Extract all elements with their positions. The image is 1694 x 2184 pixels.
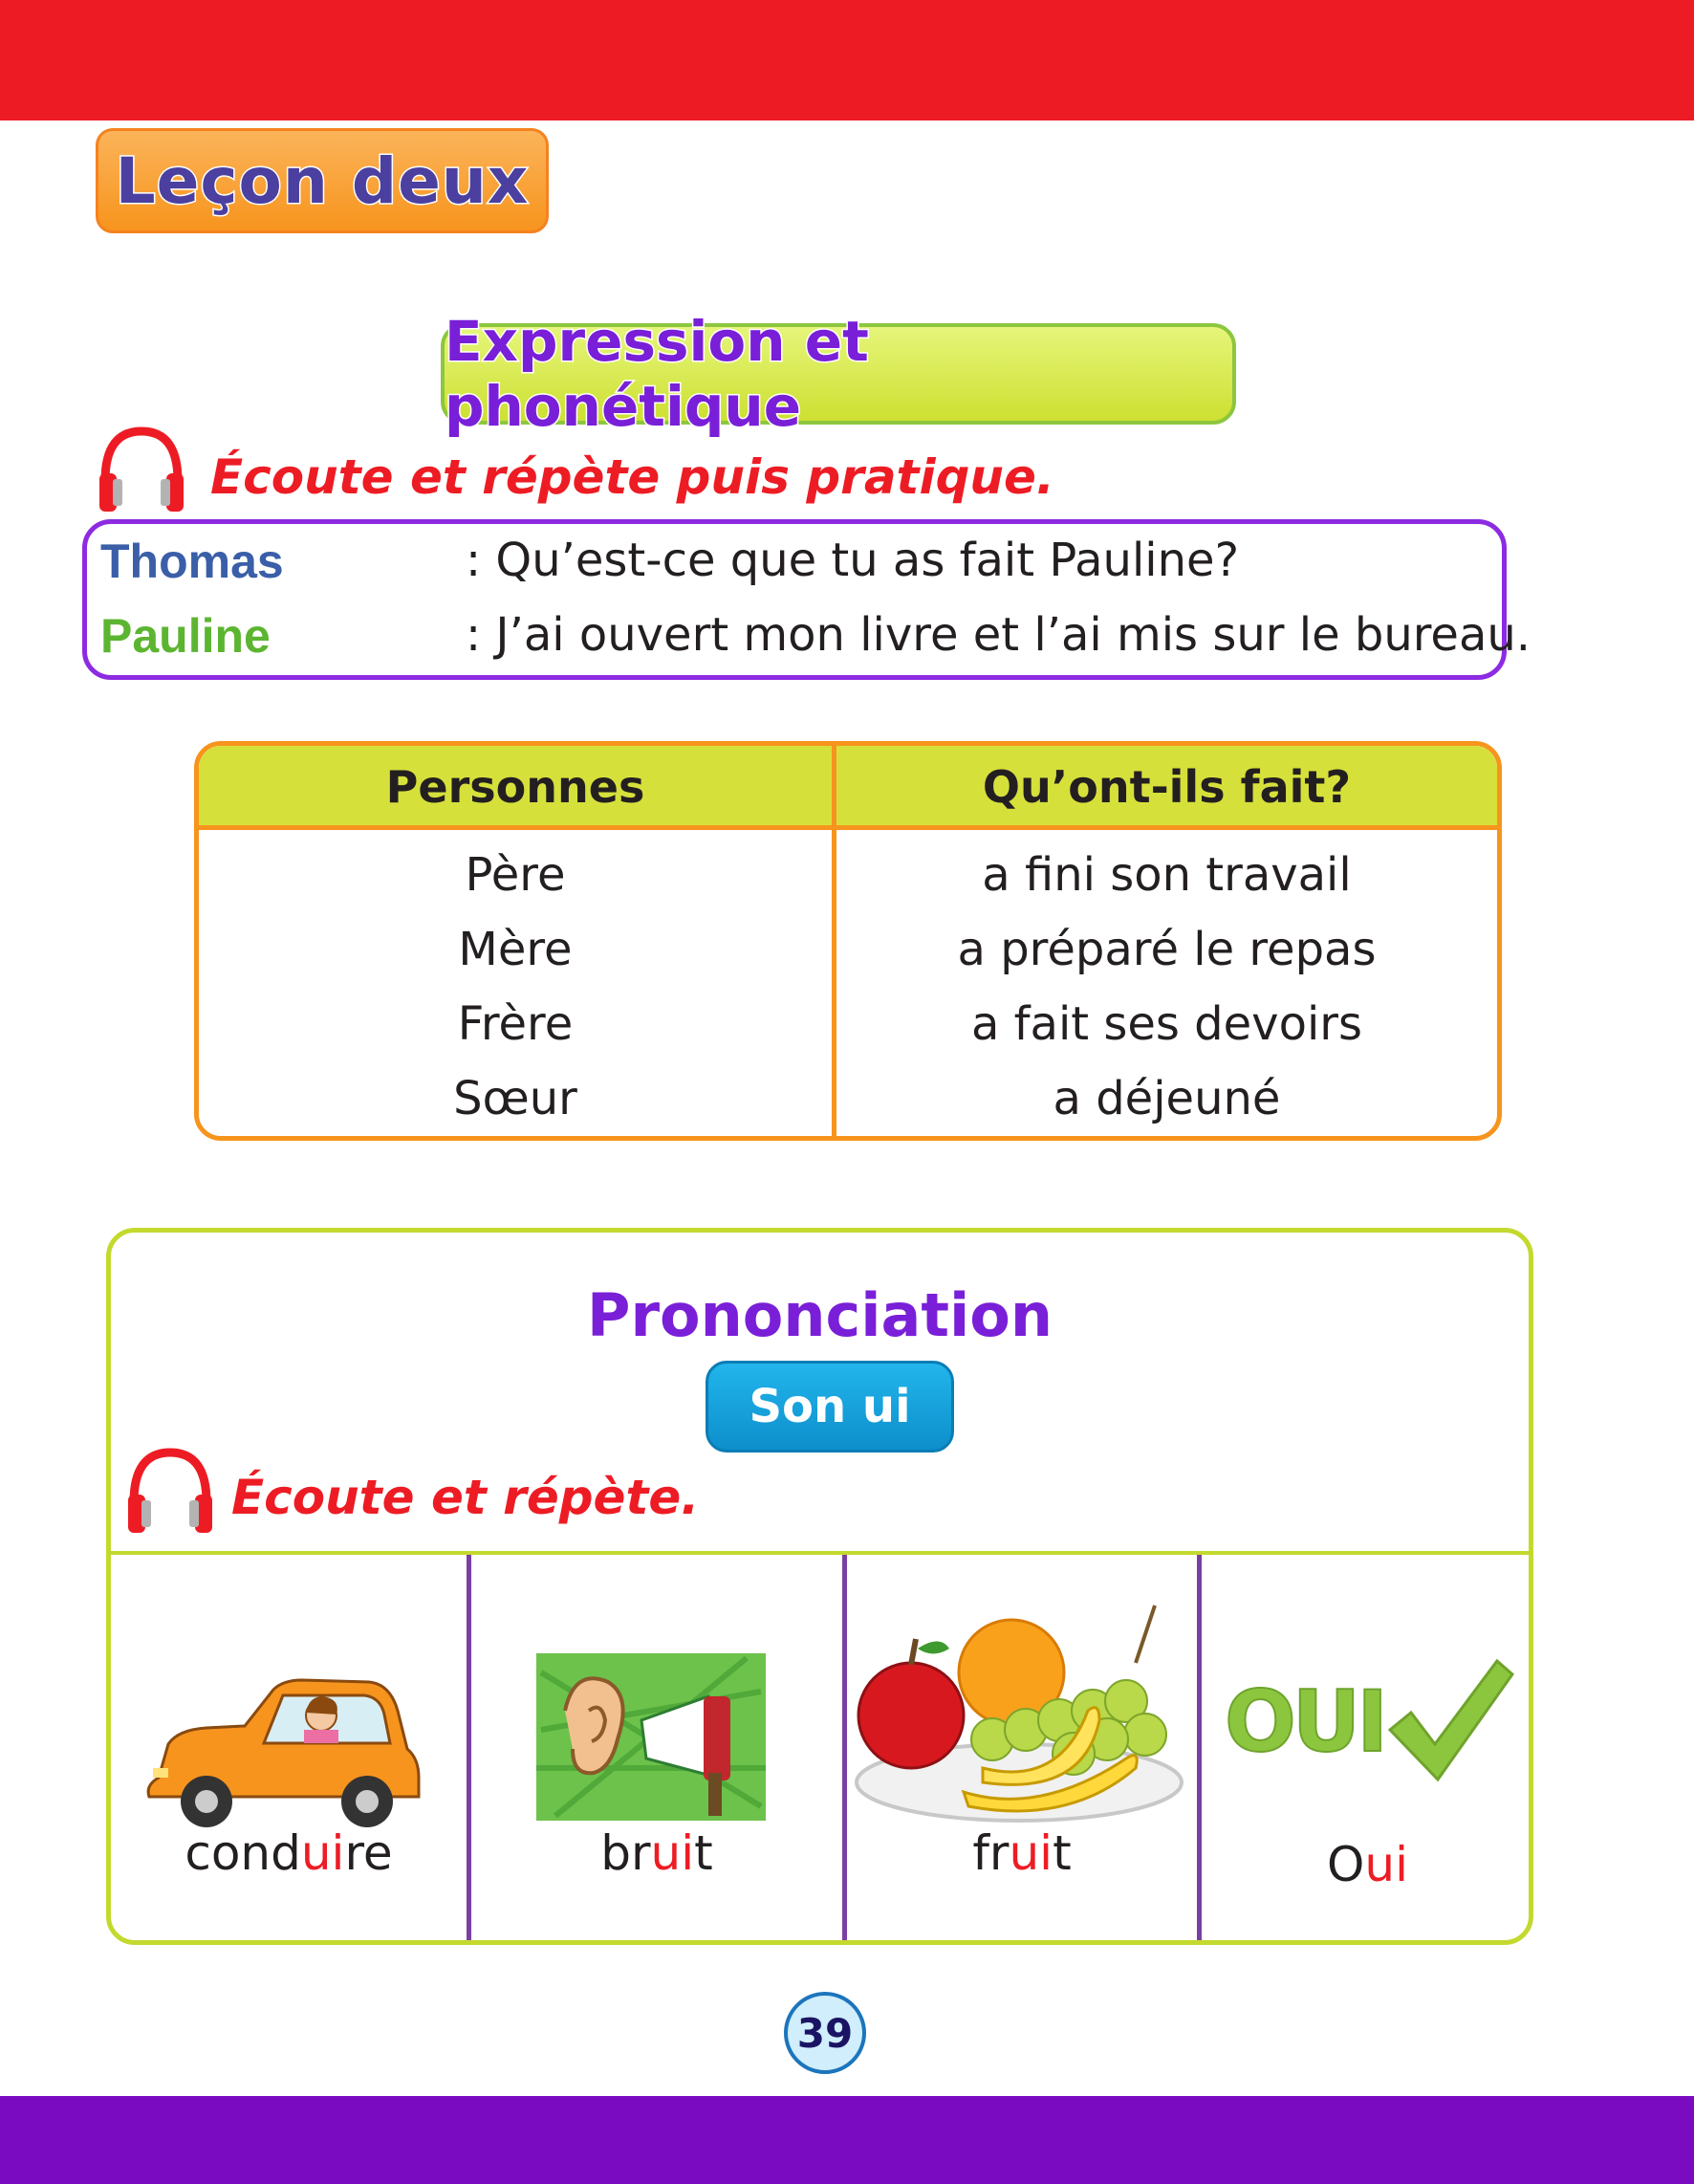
column-divider bbox=[467, 1555, 471, 1945]
oui-graphic bbox=[1225, 1653, 1511, 1797]
noise-icon bbox=[536, 1653, 766, 1835]
fruit-icon bbox=[849, 1596, 1189, 1825]
table-header bbox=[199, 746, 1497, 830]
check-icon bbox=[1382, 1653, 1516, 1787]
table-cell: a préparé le repas bbox=[957, 923, 1377, 976]
headphones-icon bbox=[122, 1445, 218, 1537]
table-cell: a fini son travail bbox=[982, 848, 1352, 902]
word-part: t bbox=[1053, 1825, 1072, 1881]
word-highlight: ui bbox=[1364, 1837, 1408, 1892]
lesson-title: Leçon deux bbox=[115, 143, 530, 218]
column-header: Personnes bbox=[385, 761, 645, 813]
table-cell: a fait ses devoirs bbox=[970, 997, 1363, 1051]
word-label bbox=[111, 1825, 467, 1881]
activities-table bbox=[194, 741, 1502, 1141]
column-header: Qu’ont-ils fait? bbox=[982, 761, 1352, 813]
table-cell: Frère bbox=[457, 997, 574, 1051]
table-cell: Sœur bbox=[453, 1072, 577, 1125]
word-part: t bbox=[694, 1825, 713, 1881]
pronunciation-box bbox=[106, 1228, 1533, 1945]
instruction-text: Écoute et répète. bbox=[231, 1470, 700, 1525]
word-highlight: ui bbox=[1009, 1825, 1053, 1881]
word-highlight: ui bbox=[300, 1825, 345, 1881]
word-part: re bbox=[344, 1825, 393, 1881]
dialogue-text: : Qu’est-ce que tu as fait Pauline? bbox=[466, 534, 1240, 587]
word-part: br bbox=[600, 1825, 651, 1881]
table-cell: Mère bbox=[458, 923, 573, 976]
page-number: 39 bbox=[784, 1992, 866, 2074]
word-part: fr bbox=[972, 1825, 1010, 1881]
bottom-bar bbox=[0, 2096, 1694, 2184]
speaker-name: Thomas bbox=[100, 535, 284, 588]
headphones-icon bbox=[94, 424, 189, 515]
word-part: O bbox=[1327, 1837, 1365, 1892]
word-label bbox=[1202, 1837, 1533, 1892]
table-cell: a déjeuné bbox=[1053, 1072, 1281, 1125]
section-title: Expression et phonétique bbox=[445, 309, 869, 439]
column-divider bbox=[842, 1555, 847, 1945]
word-part: cond bbox=[185, 1825, 301, 1881]
word-highlight: ui bbox=[650, 1825, 695, 1881]
sound-badge: Son ui bbox=[706, 1361, 954, 1452]
section-badge bbox=[441, 309, 1236, 439]
top-bar bbox=[0, 0, 1694, 120]
dialogue-text: : J’ai ouvert mon livre et l’ai mis sur le bureau. bbox=[466, 608, 1531, 662]
lesson-badge bbox=[96, 128, 549, 233]
instruction-text: Écoute et répète puis pratique. bbox=[210, 449, 1054, 505]
divider bbox=[111, 1551, 1529, 1555]
pronunciation-title: Prononciation bbox=[587, 1280, 1053, 1350]
word-label bbox=[847, 1825, 1197, 1881]
oui-graphic-text: OUI bbox=[1225, 1672, 1385, 1771]
dialogue-box bbox=[82, 519, 1531, 680]
speaker-name: Pauline bbox=[100, 609, 271, 663]
table-cell: Père bbox=[465, 848, 566, 902]
word-label bbox=[471, 1825, 842, 1881]
car-icon bbox=[140, 1672, 426, 1835]
